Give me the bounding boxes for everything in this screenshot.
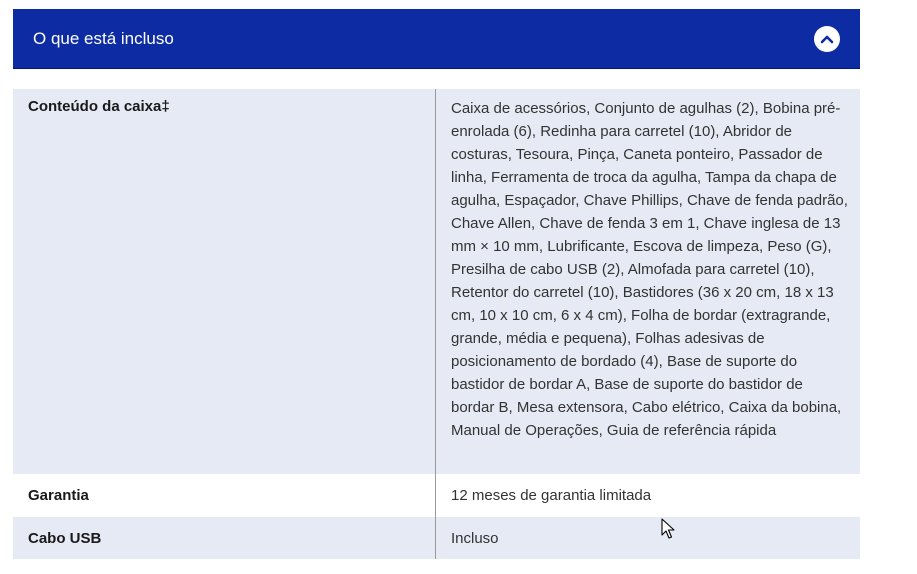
- spec-value: Incluso: [451, 529, 499, 547]
- chevron-up-icon: [820, 34, 834, 44]
- accordion-title: O que está incluso: [33, 28, 174, 48]
- collapse-toggle-button[interactable]: [814, 26, 840, 52]
- spec-label: Garantia: [13, 474, 436, 517]
- spec-row-warranty: [13, 474, 860, 517]
- spec-label: Cabo USB: [13, 517, 436, 559]
- spec-label: Conteúdo da caixa‡: [13, 89, 436, 474]
- spec-value: Caixa de acessórios, Conjunto de agulhas (2), Bobina pré-enrolada (6), Redinha para carretel (10), Abridor de costuras, Tesoura, Pinça, Caneta ponteiro, Passador de linha, Ferramenta de troca da agulha, Tampa da chapa de agulha, Espaçador, Chave Phillips, Chave de fenda padrão, Chave Allen, Chave de fenda 3 em 1, Chave inglesa de 13 mm × 10 mm, Lubrificante, Escova de limpeza, Peso (G), Presilha de cabo USB (2), Almofada para carretel (10), Retentor do carretel (10), Bastidores (36 x 20 cm, 18 x 13 cm, 10 x 10 cm, 6 x 4 cm), Folha de bordar (extragrande, grande, média e pequena), Folhas adesivas de posicionamento de bordado (4), Base de suporte do bastidor de bordar A, Base de suporte do bastidor de bordar B, Mesa extensora, Cabo elétrico, Caixa da bobina, Manual de Operações, Guia de referência rápida: [451, 100, 848, 439]
- spec-row-usb-cable: [13, 517, 860, 559]
- spec-row-box-contents: [13, 89, 860, 474]
- specs-table: [13, 89, 860, 559]
- mouse-cursor-icon: [661, 518, 675, 540]
- spec-value: 12 meses de garantia limitada: [451, 487, 652, 504]
- accordion-header[interactable]: [13, 9, 860, 69]
